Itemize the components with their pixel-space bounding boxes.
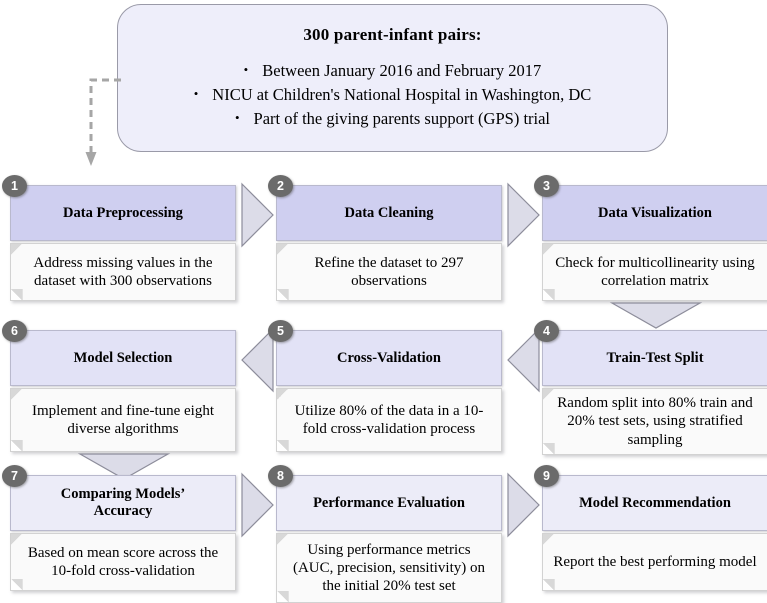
cohort-banner-item: [194, 59, 592, 83]
step-1-title: Data Preprocessing: [63, 204, 183, 221]
step-1-description: Address missing values in the dataset with 300 observations: [10, 243, 236, 301]
cohort-banner-list: [194, 59, 592, 131]
dashed-connector-banner-to-step1: [83, 76, 123, 168]
step-6-description: Implement and fine-tune eight diverse algorithms: [10, 388, 236, 452]
step-5-number-badge: 5: [268, 320, 293, 342]
step-9-number-badge: 9: [534, 465, 559, 487]
step-4-description: Random split into 80% train and 20% test sets, using stratified sampling: [542, 388, 767, 455]
step-2-description: Refine the dataset to 297 observations: [276, 243, 502, 301]
step-9-title: Model Recommendation: [579, 494, 731, 511]
cohort-banner-item: [194, 107, 592, 131]
cohort-banner-title: 300 parent-infant pairs:: [303, 25, 482, 45]
step-8-description: Using performance metrics (AUC, precision, sensitivity) on the initial 20% test set: [276, 533, 502, 603]
step-6-title: Model Selection: [73, 349, 173, 366]
step-5-header: [276, 323, 502, 386]
step-5-description: Utilize 80% of the data in a 10-fold cross-validation process: [276, 388, 502, 452]
step-3-description: Check for multicollinearity using correlation matrix: [542, 243, 767, 301]
step-3-title: Data Visualization: [598, 204, 712, 221]
step-2-number-badge: 2: [268, 175, 293, 197]
step-8-number-badge: 8: [268, 465, 293, 487]
cohort-banner: [117, 4, 668, 152]
step-1-number-badge: 1: [2, 175, 27, 197]
step-card-7[interactable]: [10, 468, 236, 591]
cohort-banner-item-text: Between January 2016 and February 2017: [262, 61, 542, 81]
step-2-title: Data Cleaning: [344, 204, 434, 221]
step-card-5[interactable]: [276, 323, 502, 452]
bullet-icon: •: [243, 62, 249, 78]
step-1-header: [10, 178, 236, 241]
step-card-3[interactable]: [542, 178, 767, 301]
step-7-description: Based on mean score across the 10-fold cross-validation: [10, 533, 236, 591]
step-5-title: Cross-Validation: [337, 349, 441, 366]
step-7-title: Comparing Models’ Accuracy: [60, 486, 186, 519]
cohort-banner-item: [194, 83, 592, 107]
step-7-number-badge: 7: [2, 465, 27, 487]
step-4-header: [542, 323, 767, 386]
step-3-header: [542, 178, 767, 241]
step-card-2[interactable]: [276, 178, 502, 301]
cohort-banner-item-text: NICU at Children's National Hospital in Washington, DC: [212, 85, 592, 105]
step-2-header: [276, 178, 502, 241]
step-4-number-badge: 4: [534, 320, 559, 342]
cohort-banner-item-text: Part of the giving parents support (GPS) trial: [253, 108, 551, 128]
step-card-4[interactable]: [542, 323, 767, 455]
step-9-header: [542, 468, 767, 531]
step-card-1[interactable]: [10, 178, 236, 301]
step-card-6[interactable]: [10, 323, 236, 452]
step-4-title: Train-Test Split: [606, 349, 704, 366]
step-8-header: [276, 468, 502, 531]
step-6-header: [10, 323, 236, 386]
step-card-8[interactable]: [276, 468, 502, 603]
arrow-step3-to-step4: [608, 301, 704, 331]
step-card-9[interactable]: [542, 468, 767, 591]
step-6-number-badge: 6: [2, 320, 27, 342]
bullet-icon: •: [193, 86, 199, 102]
step-7-header: [10, 468, 236, 531]
step-9-description: Report the best performing model: [542, 533, 767, 591]
step-8-title: Performance Evaluation: [313, 494, 465, 511]
step-3-number-badge: 3: [534, 175, 559, 197]
bullet-icon: •: [234, 109, 240, 125]
